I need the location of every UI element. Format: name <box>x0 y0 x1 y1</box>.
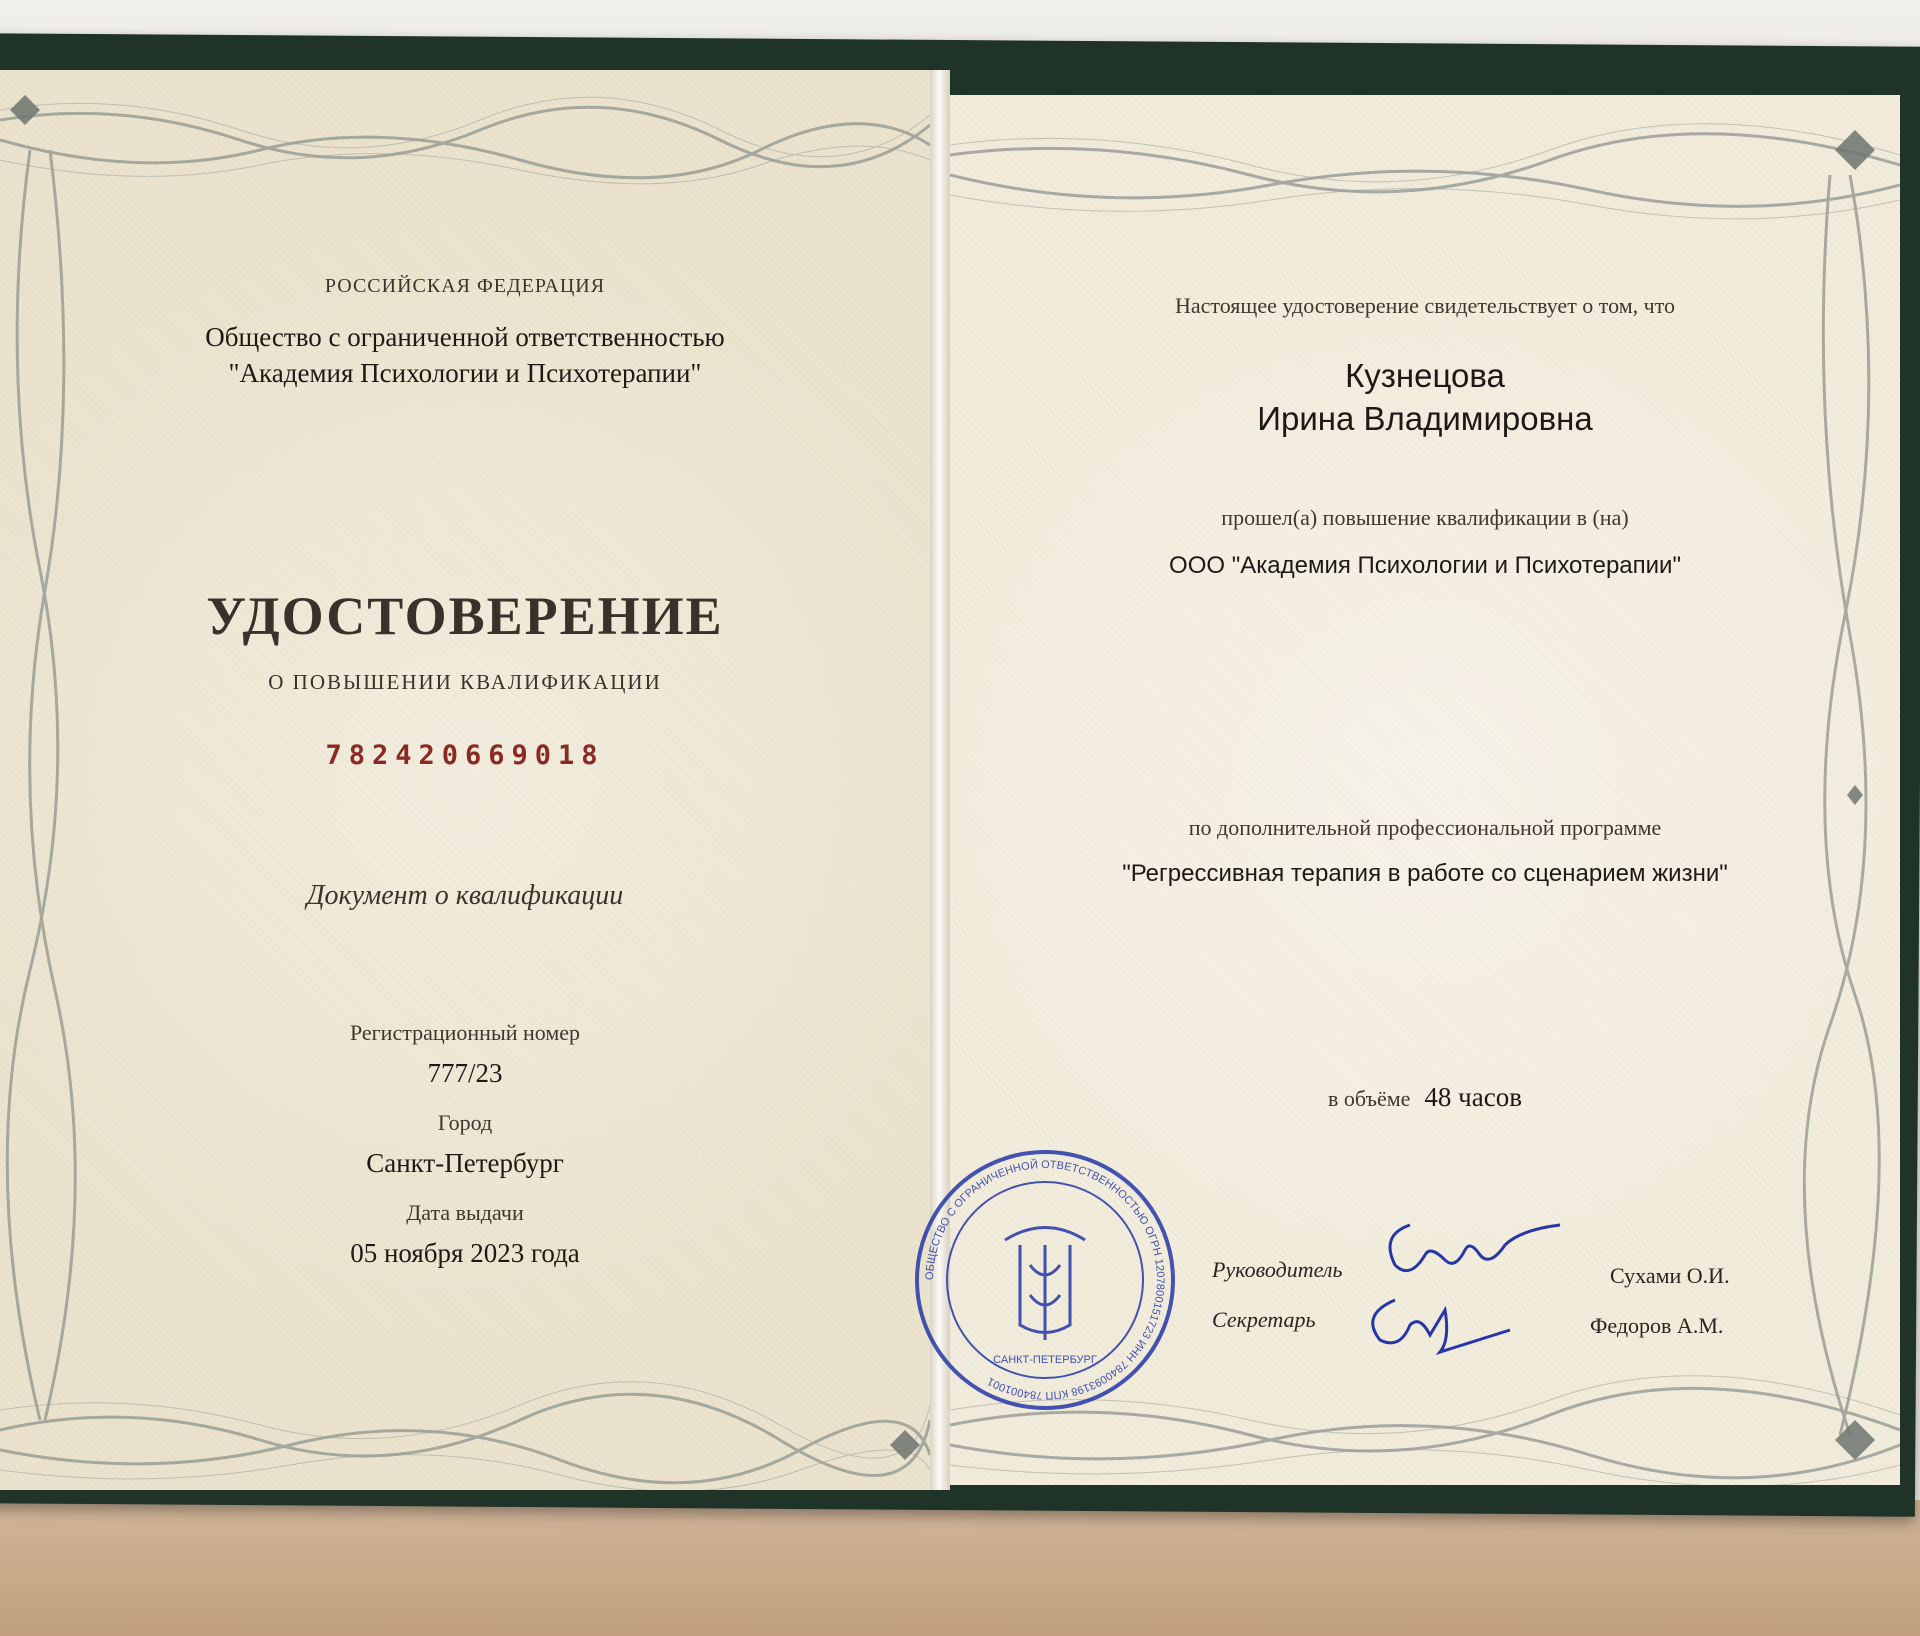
official-stamp <box>910 1145 1180 1415</box>
registration-number-label: Регистрационный номер <box>349 1020 581 1045</box>
head-name: Сухами О.И. <box>1610 1263 1730 1288</box>
issue-date-label: Дата выдачи <box>406 1200 524 1225</box>
org-name-line-1: Общество с ограниченной ответственностью <box>205 322 725 352</box>
issue-date-value: 05 ноября 2023 года <box>350 1238 580 1268</box>
secretary-name: Федоров А.М. <box>1590 1313 1724 1338</box>
stamp-ring-text: ОБЩЕСТВО С ОГРАНИЧЕННОЙ ОТВЕТСТВЕННОСТЬЮ ОГРН 1207800151723 ИНН 7840093198 КПП 784001001 <box>923 1158 1167 1402</box>
secretary-label: Секретарь <box>1212 1307 1316 1332</box>
city-label: Город <box>437 1110 493 1135</box>
completion-text: прошел(а) повышение квалификации в (на) <box>1221 505 1629 530</box>
city-value: Санкт-Петербург <box>366 1148 564 1178</box>
registration-number-value: 777/23 <box>427 1058 503 1088</box>
recipient-given-names: Ирина Владимировна <box>1257 400 1593 437</box>
left-page <box>0 70 930 1490</box>
serial-number: 782420669018 <box>325 740 605 771</box>
right-page <box>923 95 1900 1485</box>
recipient-surname: Кузнецова <box>1345 357 1505 394</box>
table-surface <box>0 1500 1920 1636</box>
institution-name: ООО "Академия Психологии и Психотерапии" <box>1169 552 1681 579</box>
country-label: РОССИЙСКАЯ ФЕДЕРАЦИЯ <box>324 275 606 297</box>
org-name-line-2: "Академия Психологии и Психотерапии" <box>228 358 702 388</box>
document-type: Документ о квалификации <box>306 880 624 911</box>
certificate-title: УДОСТОВЕРЕНИЕ <box>206 586 724 646</box>
certificate-subtitle: О ПОВЫШЕНИИ КВАЛИФИКАЦИИ <box>268 670 662 694</box>
stamp-city: САНКТ-ПЕТЕРБУРГ <box>993 1354 1097 1366</box>
program-label: по дополнительной профессиональной программе <box>1188 815 1662 840</box>
program-name: "Регрессивная терапия в работе со сценарием жизни" <box>1122 860 1728 887</box>
volume-row <box>950 1082 1900 1113</box>
head-signature <box>1370 1205 1570 1285</box>
head-label: Руководитель <box>1212 1257 1343 1282</box>
volume-label: в объёме <box>1328 1086 1411 1111</box>
secretary-signature <box>1350 1280 1550 1360</box>
volume-value: 48 часов <box>1424 1082 1522 1112</box>
intro-text: Настоящее удостоверение свидетельствует о том, что <box>1174 293 1676 318</box>
